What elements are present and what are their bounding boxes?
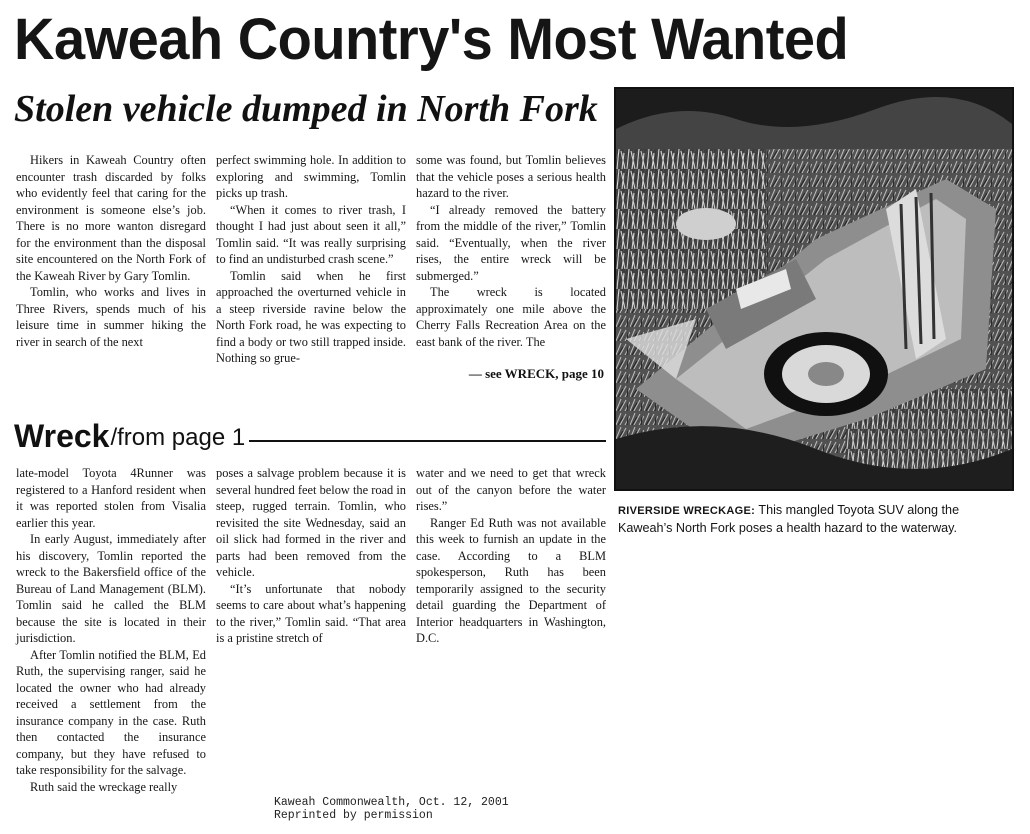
- paragraph: perfect swimming hole. In addition to exploring and swimming, Tomlin picks up trash.: [216, 153, 406, 200]
- paragraph: late-model Toyota 4Runner was registered to a Hanford resident when it was reported stolen from Visalia earlier this year.: [16, 466, 206, 530]
- story-column-2: [216, 152, 406, 367]
- publication-credit: [274, 796, 574, 822]
- paragraph: Tomlin said when he first approached the overturned vehicle in a steep riverside ravine below the North Fork road, he was expecting to find a body or two still trapped inside. Nothing so grue-: [216, 268, 406, 365]
- story-headline: Stolen vehicle dumped in North Fork: [14, 88, 598, 130]
- continuation-heading: [14, 413, 606, 453]
- paragraph: “It’s unfortunate that nobody seems to care about what’s happening to the river,” Tomlin said. “That area is a pristine stretch of: [216, 581, 406, 645]
- paragraph: In early August, immediately after his discovery, Tomlin reported the wreck to the Bakersfield office of the Bureau of Land Management (BLM). Tomlin said he called the BLM because the site is located in their jurisdiction.: [16, 532, 206, 645]
- paragraph: Ruth said the wreckage really: [30, 779, 178, 794]
- wreck-photo-image: [616, 89, 1012, 489]
- wreck-photo: [614, 87, 1014, 491]
- continuation-column-2: [216, 465, 406, 647]
- caption-text: This mangled Toyota SUV along the Kaweah’s North Fork poses a health hazard to the waterway.: [618, 503, 960, 535]
- continuation-column-3: [416, 465, 606, 647]
- paragraph: The wreck is located approximately one mile above the Cherry Falls Recreation Area on the east bank of the river. The: [416, 285, 606, 349]
- paragraph: Hikers in Kaweah Country often encounter trash discarded by folks who evidently feel that caring for the environment is someone else’s job. There is no more wanton disregard for the environment than the disposal site encountered on the North Fork of the Kaweah River by Gary Tomlin.: [16, 153, 206, 283]
- masthead-title: Kaweah Country's Most Wanted: [14, 5, 849, 72]
- paragraph: some was found, but Tomlin believes that the vehicle poses a serious health hazard to the river.: [416, 153, 606, 200]
- paragraph: poses a salvage problem because it is several hundred feet below the road in steep, rugged terrain. Tomlin, who revisited the site Wednesday, said an oil slick had formed in the river and parts had been removed from the vehicle.: [216, 466, 406, 579]
- continuation-heading-rest: /from page 1: [110, 424, 246, 451]
- paragraph: Tomlin, who works and lives in Three Rivers, spends much of his leisure time in summer hiking the river in search of the next: [16, 285, 206, 349]
- jump-line: — see WRECK, page 10: [468, 366, 604, 381]
- story-column-3: [416, 152, 606, 350]
- photo-caption: [618, 502, 1016, 537]
- credit-line-source: Kaweah Commonwealth, Oct. 12, 2001: [274, 796, 509, 809]
- paragraph: Ranger Ed Ruth was not available this week to furnish an update in the case. According to a BLM spokesperson, Ruth has been temporarily assigned to the security detail guarding the Department of Interior headquarters in Washington, D.C.: [416, 515, 606, 645]
- paragraph: “I already removed the battery from the middle of the river,” Tomlin said. “Eventually, when the river rises, the entire wreck will be submerged.”: [416, 202, 606, 283]
- story-column-1: [16, 152, 206, 350]
- paragraph: water and we need to get that wreck out of the canyon before the water rises.”: [416, 466, 606, 513]
- heading-rule: [249, 440, 606, 442]
- caption-label: RIVERSIDE WRECKAGE:: [618, 505, 756, 517]
- paragraph: After Tomlin notified the BLM, Ed Ruth, the supervising ranger, said he located the owner who had already received a settlement from the insurance company in the case. Ruth then contacted the insurance company, but they have refused to take responsibility for the salvage.: [16, 647, 206, 777]
- credit-line-permission: Reprinted by permission: [274, 809, 433, 822]
- continuation-column-1: [16, 465, 206, 795]
- paragraph: “When it comes to river trash, I thought I had just about seen it all,” Tomlin said. “It was really surprising to find an undisturbed crash scene.”: [216, 202, 406, 266]
- continuation-heading-bold: Wreck: [14, 418, 110, 454]
